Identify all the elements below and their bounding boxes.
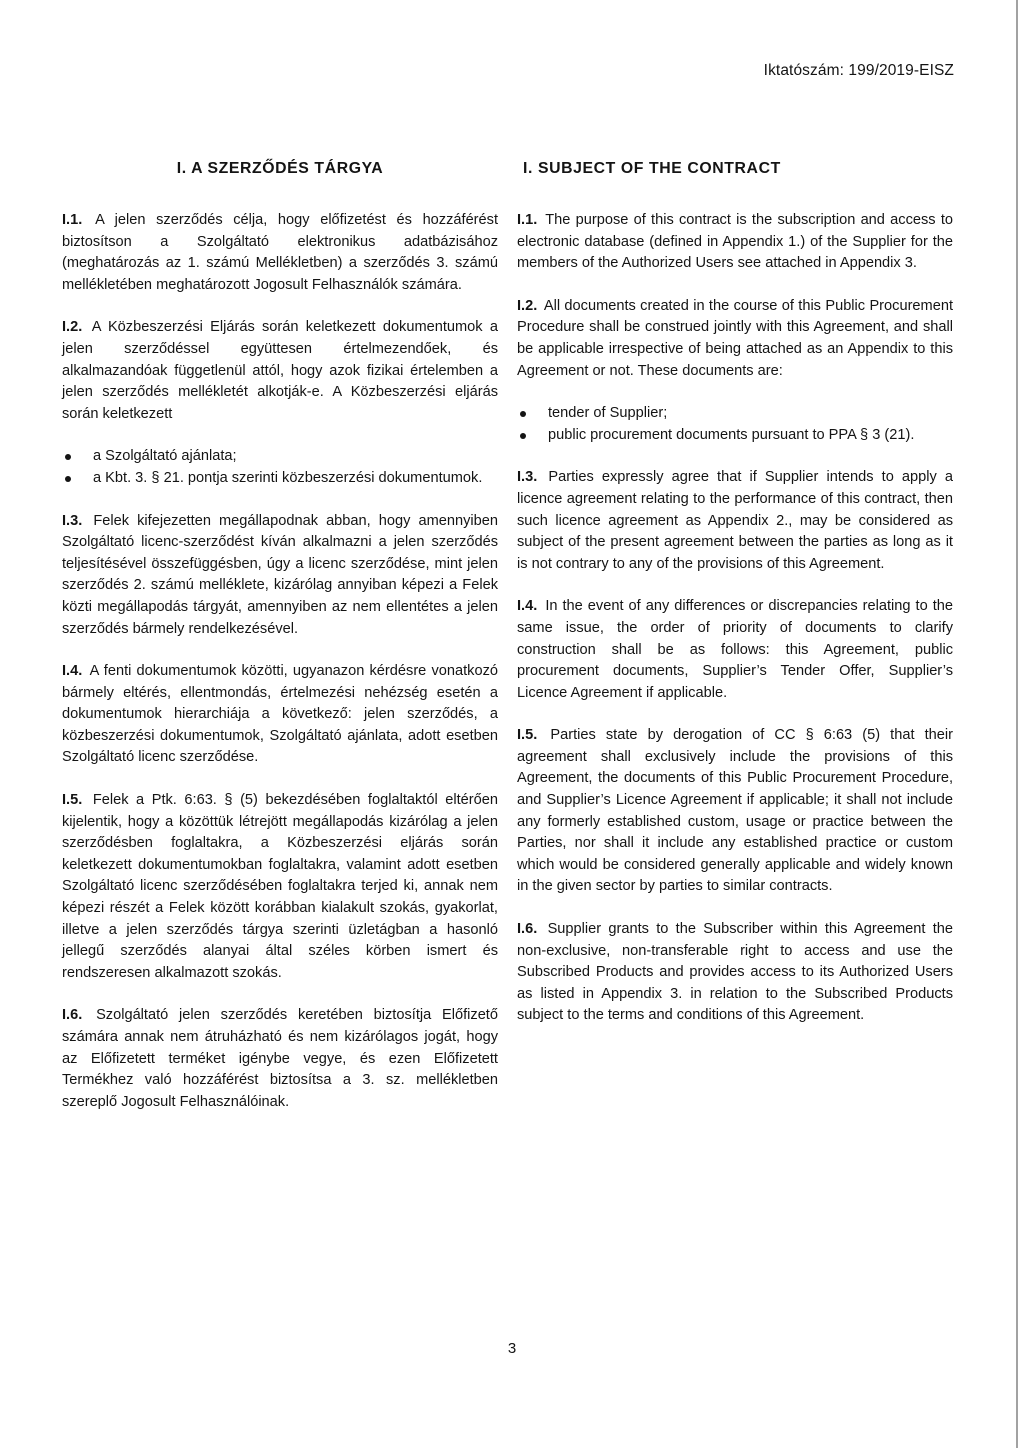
hungarian-section-title: I. A SZERZŐDÉS TÁRGYA bbox=[176, 160, 384, 177]
section-text: Parties expressly agree that if Supplier intends to apply a licence agreement relating to the performance of this contract, then such licence agreement as Appendix 2., may be considered as subject of the present agreement between the parties as long as it is not contrary to any of the provisions of this Agreement. bbox=[517, 469, 953, 572]
section-text: In the event of any differences or discrepancies relating to the same issue, the order of priority of documents to clarify construction shall be as follows: this Agreement, public procurement documents, Supplier’s Tender Offer, Supplier’s Licence Agreement if applicable. bbox=[517, 598, 954, 701]
scan-edge-line bbox=[1016, 0, 1018, 1448]
section-number: I.5. bbox=[62, 792, 83, 809]
english-section-title: I. SUBJECT OF THE CONTRACT bbox=[523, 160, 781, 177]
section-text: A fenti dokumentumok közötti, ugyanazon kérdésre vonatkozó bármely eltérés, ellentmondás, értelmezési nehézség esetén a dokumentumok hierarchiája a következő: jelen szerződés, a közbeszerzési dokumentumok, Szolgáltató ajánlata, adott esetben Szolgáltató licenc szerződése. bbox=[62, 663, 498, 766]
page-number: 3 bbox=[507, 1340, 517, 1357]
hu-section-2 bbox=[62, 317, 498, 425]
list-item: tender of Supplier; bbox=[517, 403, 953, 425]
section-text: All documents created in the course of this Public Procurement Procedure shall be construed jointly with this Agreement, and shall be applicable irrespective of being attached as an Appendix to this Agreement or not. These documents are: bbox=[517, 297, 953, 379]
list-item: public procurement documents pursuant to PPA § 3 (21). bbox=[517, 425, 953, 447]
section-text: Szolgáltató jelen szerződés keretében biztosítja Előfizető számára annak nem átruházható és nem kizárólagos jogát, hogy az Előfizetett terméket igénybe vegye, és ezen Előfizetett Termékhez való hozzáférést biztosítsa a 3. sz. mellékletben szereplő Jogosult Felhasználóinak. bbox=[62, 1007, 498, 1110]
section-text: A jelen szerződés célja, hogy előfizetést és hozzáférést biztosítson a Szolgáltató elektronikus adatbázisához (meghatározás az 1. számú Mellékletben) a szerződés 3. számú mellékletében meghatározott Jogosult Felhasználók számára. bbox=[62, 212, 499, 293]
hungarian-column bbox=[62, 158, 498, 1134]
section-number: I.1. bbox=[62, 212, 83, 228]
en-section-5 bbox=[517, 725, 953, 898]
en-section-1 bbox=[517, 210, 953, 275]
section-number: I.3. bbox=[62, 512, 83, 529]
section-number: I.2. bbox=[517, 297, 538, 314]
section-text: Supplier grants to the Subscriber within this Agreement the non-exclusive, non-transferable right to access and use the Subscribed Products and provides access to its Authorized Users as listed in Appendix 3. in relation to the Subscribed Products subject to the terms and conditions of this Agreement. bbox=[517, 921, 953, 1024]
section-number: I.2. bbox=[62, 319, 83, 336]
hu-section-1 bbox=[62, 210, 498, 296]
en-document-list bbox=[517, 403, 953, 446]
section-number: I.4. bbox=[517, 598, 538, 615]
hu-section-6 bbox=[62, 1005, 498, 1113]
section-text: Felek a Ptk. 6:63. § (5) bekezdésében foglaltaktól eltérően kijelentik, hogy a közöttük létrejött megállapodás kizárólag a jelen szerződésben foglaltakra, a Közbeszerzési eljárás során keletkezett dokumentumokban foglaltakra, valamint adott esetben Szolgáltató licenc szerződésében foglaltakra terjed ki, annak nem képezi részét a Felek között korábban kialakult szokás, gyakorlat, illetve a jelen szerződés tárgya szerinti üzletágban a hasonló jellegű szerződés alanyai által széles körben ismert és rendszeresen alkalmazott szokás. bbox=[62, 792, 498, 981]
english-column bbox=[517, 158, 953, 1048]
section-number: I.4. bbox=[62, 663, 83, 680]
section-text: Felek kifejezetten megállapodnak abban, hogy amennyiben Szolgáltató licenc-szerződést kíván alkalmazni a jelen szerződés teljesítésével összefüggésben, úgy a licenc szerződése, mint jelen szerződés 2. számú melléklete, kizárólag annyiban képezi a Felek közti megállapodás tárgyát, amennyiben az nem ellentétes a jelen szerződés bármely rendelkezésével. bbox=[62, 512, 498, 637]
section-number: I.6. bbox=[517, 921, 538, 938]
hu-document-list bbox=[62, 446, 498, 489]
filing-number: Iktatószám: 199/2019-EISZ bbox=[763, 62, 954, 79]
en-section-6 bbox=[517, 919, 953, 1027]
section-text: The purpose of this contract is the subscription and access to electronic database (defined in Appendix 1.) of the Supplier for the members of the Authorized Users see attached in Appendix 3. bbox=[517, 212, 953, 272]
section-number: I.3. bbox=[517, 469, 538, 486]
list-item: a Szolgáltató ajánlata; bbox=[62, 446, 498, 468]
section-number: I.1. bbox=[517, 212, 538, 228]
section-number: I.6. bbox=[62, 1007, 83, 1024]
hu-section-4 bbox=[62, 661, 498, 769]
en-section-4 bbox=[517, 596, 953, 704]
section-text: A Közbeszerzési Eljárás során keletkezett dokumentumok a jelen szerződéssel együttesen értelmezendőek, és alkalmazandóak függetlenül attól, hogy azok fizikai értelemben a jelen szerződés mellékletét alkotják-e. A Közbeszerzési eljárás során keletkezett bbox=[62, 319, 498, 422]
section-number: I.5. bbox=[517, 727, 538, 744]
hu-section-3 bbox=[62, 511, 498, 641]
hu-section-5 bbox=[62, 790, 498, 984]
en-section-3 bbox=[517, 467, 953, 575]
list-item: a Kbt. 3. § 21. pontja szerinti közbeszerzési dokumentumok. bbox=[62, 468, 498, 490]
en-section-2 bbox=[517, 296, 953, 382]
section-text: Parties state by derogation of CC § 6:63 (5) that their agreement shall exclusively include the provisions of this Agreement, the documents of this Public Procurement Procedure, and Supplier’s Licence Agreement if applicable; it shall not include any formerly established custom, usage or practice between the Parties, nor shall it include any established practice or custom which would be considered generally applicable and widely known in the given sector by parties to similar contracts. bbox=[517, 727, 953, 895]
